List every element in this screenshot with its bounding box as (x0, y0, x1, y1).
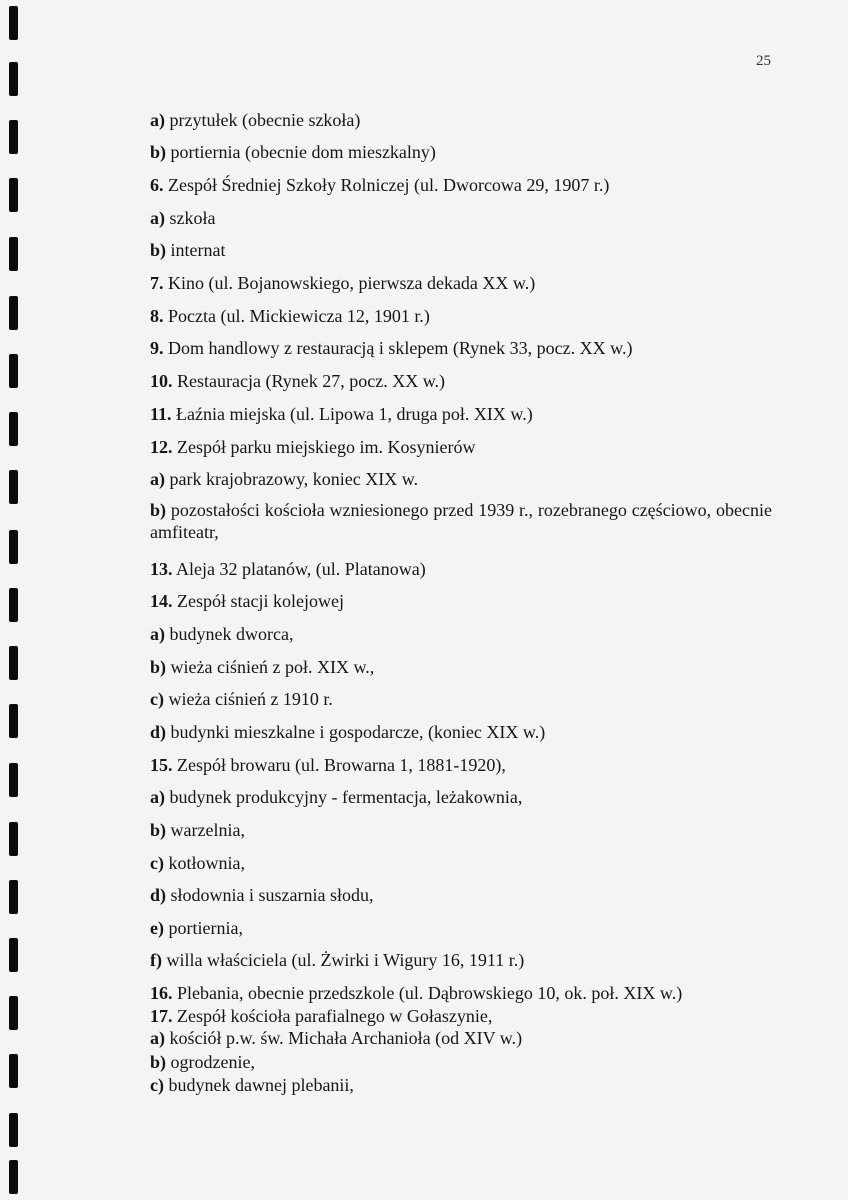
item-text: internat (166, 240, 226, 260)
item-marker: a) (150, 1028, 165, 1048)
item-text: ogrodzenie, (166, 1052, 255, 1072)
list-item (150, 336, 772, 361)
item-text: Dom handlowy z restauracją i sklepem (Rynek 33, pocz. XX w.) (163, 338, 633, 358)
list-item (150, 687, 772, 712)
item-text: budynek dworca, (165, 624, 294, 644)
item-marker: a) (150, 469, 165, 489)
item-text: Aleja 32 platanów, (ul. Platanowa) (172, 559, 426, 579)
item-marker: 7. (150, 273, 164, 293)
item-marker: 10. (150, 371, 173, 391)
list-item (150, 818, 772, 843)
item-text: Zespół stacji kolejowej (172, 591, 344, 611)
list-item (150, 851, 772, 876)
item-text: budynek dawnej plebanii, (163, 1075, 354, 1095)
item-text: słodownia i suszarnia słodu, (166, 885, 374, 905)
item-marker: 16. (150, 983, 173, 1003)
item-text: Poczta (ul. Mickiewicza 12, 1901 r.) (163, 306, 430, 326)
item-marker: b) (150, 142, 167, 162)
list-item (150, 499, 772, 543)
list-item (150, 948, 772, 973)
list-item (150, 1073, 772, 1098)
item-marker: 13. (150, 559, 173, 579)
item-marker: 8. (150, 306, 164, 326)
item-text: Zespół browaru (ul. Browarna 1, 1881-1920), (172, 755, 506, 775)
item-text: wieża ciśnień z poł. XIX w., (166, 657, 375, 677)
list-item (150, 108, 772, 133)
item-text: kościół p.w. św. Michała Archanioła (od XIV w.) (165, 1028, 523, 1048)
list-item (150, 271, 772, 296)
item-text: portiernia (obecnie dom mieszkalny) (166, 142, 436, 162)
item-marker: b) (150, 657, 167, 677)
list-item (150, 238, 772, 263)
list-item (150, 435, 772, 460)
item-marker: a) (150, 787, 165, 807)
item-marker: f) (150, 950, 162, 970)
item-marker: b) (150, 240, 167, 260)
item-text: wieża ciśnień z 1910 r. (163, 689, 333, 709)
item-text: budynki mieszkalne i gospodarcze, (koniec XIX w.) (166, 722, 546, 742)
item-marker: 17. (150, 1006, 173, 1026)
list-item (150, 622, 772, 647)
list-item (150, 369, 772, 394)
item-text: pozostałości kościoła wzniesionego przed 1939 r., rozebranego częściowo, obecnie amfiteatr, (150, 500, 772, 542)
item-marker: 9. (150, 338, 164, 358)
item-marker: e) (150, 918, 164, 938)
item-text: Zespół Średniej Szkoły Rolniczej (ul. Dworcowa 29, 1907 r.) (163, 175, 610, 195)
item-text: Kino (ul. Bojanowskiego, pierwsza dekada XX w.) (163, 273, 536, 293)
item-marker: b) (150, 820, 167, 840)
item-marker: c) (150, 1075, 164, 1095)
list-item (150, 589, 772, 614)
list-item (150, 557, 772, 582)
list-item (150, 916, 772, 941)
list-item (150, 206, 772, 231)
item-marker: 14. (150, 591, 173, 611)
item-text: budynek produkcyjny - fermentacja, leżakownia, (165, 787, 523, 807)
list-item (150, 785, 772, 810)
item-text: portiernia, (163, 918, 243, 938)
item-text: Zespół kościoła parafialnego w Gołaszynie, (172, 1006, 493, 1026)
item-marker: d) (150, 722, 167, 742)
list-item (150, 720, 772, 745)
item-text: przytułek (obecnie szkoła) (165, 110, 361, 130)
item-marker: 12. (150, 437, 173, 457)
item-text: Plebania, obecnie przedszkole (ul. Dąbrowskiego 10, ok. poł. XIX w.) (172, 983, 683, 1003)
item-text: Restauracja (Rynek 27, pocz. XX w.) (172, 371, 446, 391)
item-marker: b) (150, 1052, 167, 1072)
list-item (150, 402, 772, 427)
item-marker: 11. (150, 404, 172, 424)
list-item (150, 753, 772, 778)
item-marker: d) (150, 885, 167, 905)
item-text: Zespół parku miejskiego im. Kosynierów (172, 437, 476, 457)
list-item (150, 304, 772, 329)
list-item (150, 467, 772, 492)
item-marker: a) (150, 110, 165, 130)
list-item (150, 1026, 772, 1051)
list-item (150, 173, 772, 198)
item-text: willa właściciela (ul. Żwirki i Wigury 16, 1911 r.) (162, 950, 525, 970)
item-marker: c) (150, 689, 164, 709)
item-text: park krajobrazowy, koniec XIX w. (165, 469, 419, 489)
item-marker: 15. (150, 755, 173, 775)
item-marker: a) (150, 624, 165, 644)
list-item (150, 981, 772, 1006)
page-number: 25 (756, 53, 771, 69)
item-text: szkoła (165, 208, 216, 228)
list-item (150, 140, 772, 165)
list-item (150, 1050, 772, 1075)
item-text: Łaźnia miejska (ul. Lipowa 1, druga poł. XIX w.) (171, 404, 533, 424)
item-marker: b) (150, 500, 167, 520)
item-marker: a) (150, 208, 165, 228)
item-marker: 6. (150, 175, 164, 195)
list-item (150, 655, 772, 680)
list-item (150, 883, 772, 908)
item-text: kotłownia, (163, 853, 245, 873)
item-marker: c) (150, 853, 164, 873)
item-text: warzelnia, (166, 820, 245, 840)
